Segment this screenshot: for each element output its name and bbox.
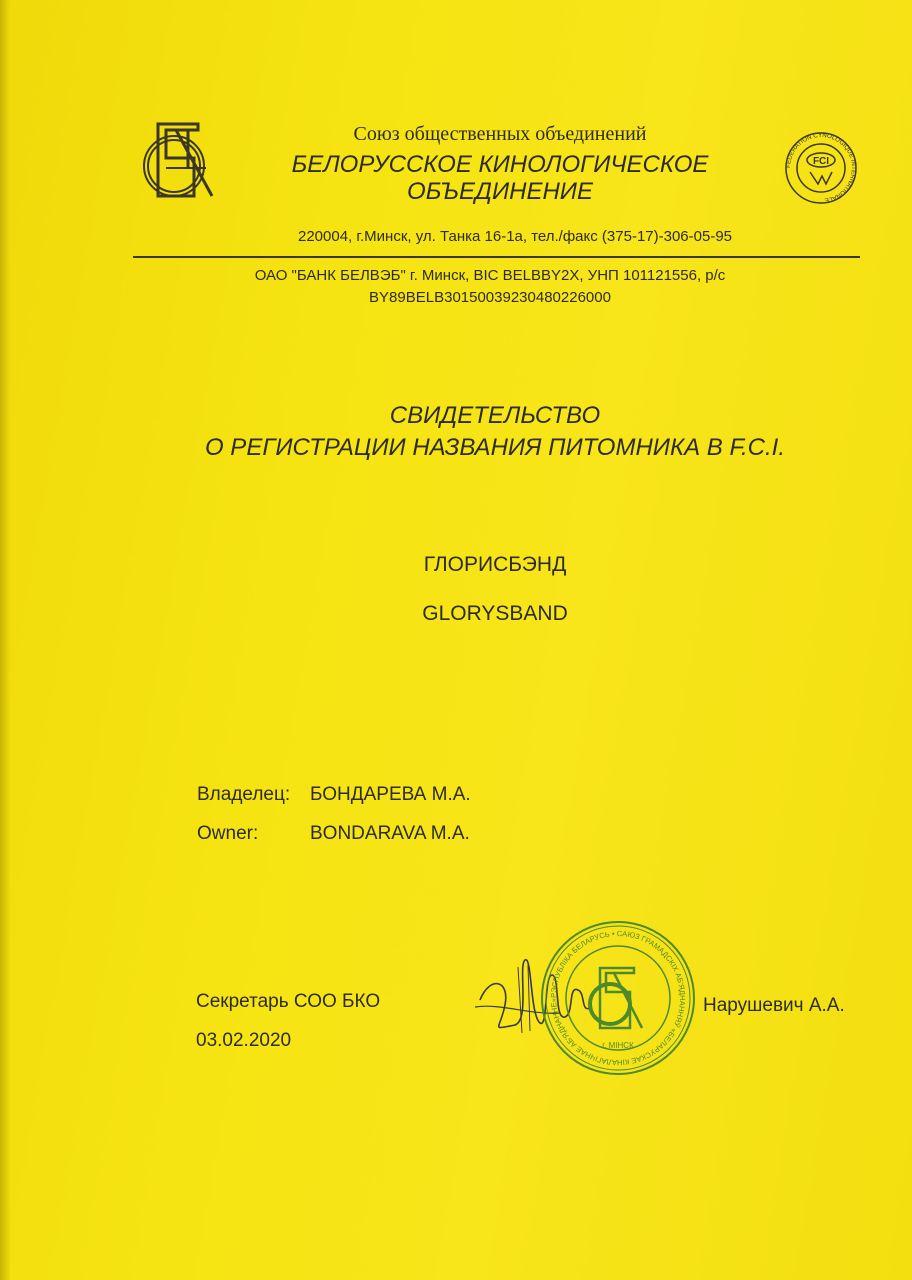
organization-address: 220004, г.Минск, ул. Танка 16-1а, тел./факс (375-17)-306-05-95 (297, 228, 733, 245)
svg-text:РЭСПУБЛІКА БЕЛАРУСЬ • САЮЗ ГРА: РЭСПУБЛІКА БЕЛАРУСЬ • САЮЗ ГРАМАДСКІХ АБ'ЯДНАННЯЎ «БЕЛАРУСКАЕ КІНАЛАГІЧНАЕ АБ'ЯДНАННЕ» (548, 928, 688, 1068)
union-name: Союз общественных объединений (353, 123, 647, 145)
svg-text:FEDERATION CYNOLOGIQUE INTERNA: FEDERATION CYNOLOGIQUE INTERNATIONALE (784, 132, 858, 204)
paper-edge-shadow (0, 0, 10, 1280)
header-divider (133, 256, 860, 258)
owner-label-ru: Владелец: (197, 784, 291, 805)
organization-name-line1: БЕЛОРУССКОЕ КИНОЛОГИЧЕСКОЕ (291, 151, 709, 178)
certificate-title-line2: О РЕГИСТРАЦИИ НАЗВАНИЯ ПИТОМНИКА В F.C.I. (204, 434, 786, 461)
bank-details (170, 265, 810, 309)
organization-name-line2: ОБЪЕДИНЕНИЕ (407, 178, 593, 205)
organization-name (260, 151, 740, 205)
issue-date: 03.02.2020 (196, 1030, 292, 1051)
fci-logo-icon (778, 132, 864, 204)
kennel-name-en: GLORYSBAND (422, 602, 568, 625)
svg-text:FCI: FCI (812, 156, 830, 167)
bank-details-line1: ОАО "БАНК БЕЛВЭБ" г. Минск, BIC BELBBY2X, УНП 101121556, р/с (254, 267, 726, 284)
owner-label-en: Owner: (197, 823, 259, 844)
owner-value-ru: БОНДАРЕВА М.А. (310, 784, 471, 805)
certificate-title-line1: СВИДЕТЕЛЬСТВО (389, 402, 601, 429)
secretary-title: Секретарь СОО БКО (196, 991, 381, 1012)
certificate-title (130, 400, 860, 464)
svg-text:г. МІНСК: г. МІНСК (602, 1041, 634, 1050)
signee-name: Нарушевич А.А. (703, 995, 845, 1016)
bank-account-number: BY89BELB30150039230480226000 (369, 289, 611, 306)
owner-value-en: BONDARAVA M.A. (310, 823, 470, 844)
kennel-name-ru: ГЛОРИСБЭНД (423, 553, 567, 576)
official-stamp (538, 918, 698, 1078)
bko-logo-icon (136, 118, 220, 202)
